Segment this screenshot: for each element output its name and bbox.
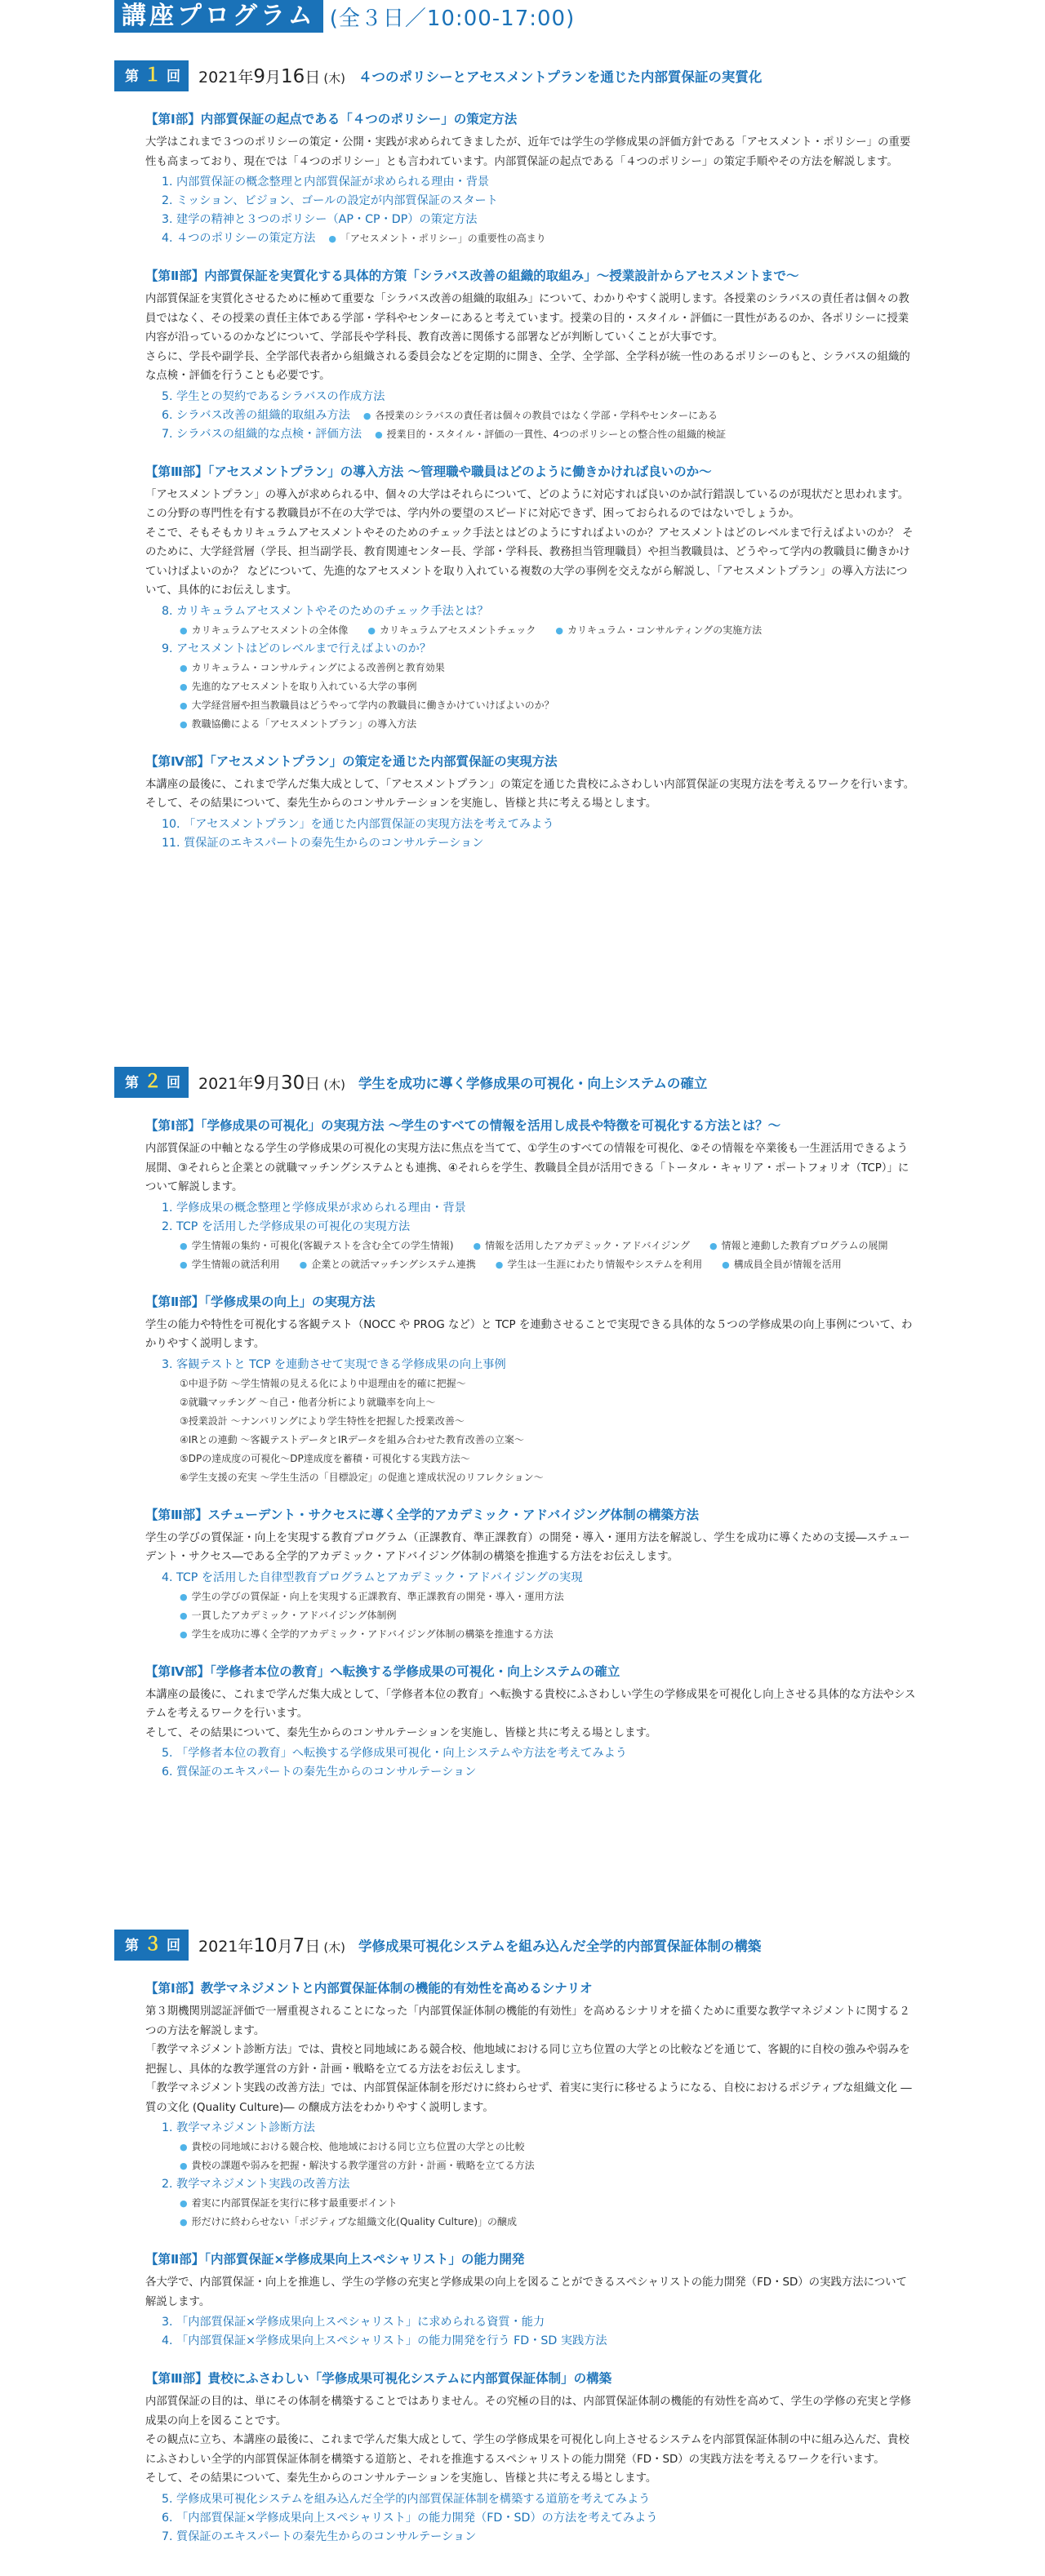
sub-item: [180, 2194, 896, 2213]
sub-item-list: [180, 621, 916, 640]
part-section: [145, 1505, 916, 1644]
program-item-label: 8. カリキュラムアセスメントやそのためのチェック手法とは？: [162, 604, 489, 618]
date-month-unit: 月: [277, 1937, 293, 1956]
bullet-dot-icon: ●: [367, 624, 376, 636]
bullet-dot-icon: ●: [180, 2198, 188, 2209]
date-day-unit: 日: [305, 1937, 321, 1956]
sub-item-text: 情報と連動した教育プログラムの展開: [721, 1239, 888, 1251]
case-example: ③授業設計 ～ナンバリングにより学生特性を把握した授業改善～: [180, 1415, 465, 1427]
program-item: [162, 602, 916, 621]
description-paragraph: 内部質保証の中軸となる学生の学修成果の可視化の実現方法に焦点を当てて、①学生のすべての情報を可視化、②その情報を卒業後も一生涯活用できるよう展開、③それらと企業との就職マッチングシステムとも連携、④それらを学生、教職員全員が活用できる「トータル・キャリア・ポートフォリオ（TCP）」について解説します。: [145, 1143, 909, 1193]
date-year: 2021年: [198, 1937, 254, 1956]
description-paragraph: そこで、そもそもカリキュラムアセスメントやそのためのチェック手法とはどのようにすればよいのか？アセスメントはどのレベルまで行えばよいのか？ そのために、大学経営層（学長、担当副学長、教育関連センター長、学部・学科長、教務担当管理職員）や担当教職員は、どうやって学内の教職員に働きかけていけばよいのか？ などについて、先進的なアセスメントを取り入れている複数の大学の事例を交えながら解説し、「アセスメントプラン」の導入方法について、具体的にお伝えします。: [145, 526, 914, 597]
program-item: [162, 2119, 916, 2138]
sub-item-text: 大学経営層や担当教職員はどうやって学内の教職員に働きかけていけばよいのか？: [191, 699, 554, 711]
bullet-dot-icon: ●: [180, 1628, 188, 1640]
sub-item-list: [180, 2138, 916, 2175]
session-header: [114, 60, 931, 91]
sub-item-text: 一貫したアカデミック・アドバイジング体制例: [191, 1609, 397, 1621]
part-section: [145, 1979, 916, 2232]
part-description: [145, 2392, 916, 2489]
program-subtitle: (全３日／10:00-17:00): [329, 6, 576, 31]
sub-item-text: 貴校の課題や弱みを把握・解決する教学運営の方針・計画・戦略を立てる方法: [191, 2160, 535, 2171]
program-item: [162, 1199, 916, 1218]
description-paragraph: 各大学で、内部質保証・向上を推進し、学生の学修の充実と学修成果の向上を図ることができるスペシャリストの能力開発（FD・SD）の実践方法について解説します。: [145, 2276, 907, 2308]
bullet-dot-icon: ●: [495, 1259, 504, 1270]
program-item: [162, 834, 916, 853]
session-header: [114, 1067, 931, 1098]
part-description: [145, 1139, 916, 1197]
sub-item-text: 学生を成功に導く全学的アカデミック・アドバイジング体制の構築を推進する方法: [191, 1628, 554, 1640]
sub-item-text: 企業との就活マッチングシステム連携: [311, 1258, 476, 1270]
bullet-dot-icon: ●: [375, 429, 383, 440]
part-description: [145, 486, 916, 601]
bullet-dot-icon: ●: [328, 233, 336, 244]
bullet-dot-icon: ●: [180, 1240, 188, 1251]
program-item: [162, 1218, 916, 1237]
session-title: 学修成果可視化システムを組み込んだ全学的内部質保証体制の構築: [358, 1939, 762, 1954]
item-list: [162, 173, 916, 248]
sub-item: [180, 1588, 896, 1606]
program-item-label: 11. 質保証のエキスパートの秦先生からのコンサルテーション: [162, 836, 484, 850]
sub-item-list: [180, 2194, 916, 2232]
badge-number: ３: [144, 1934, 162, 1955]
date-day: 30: [281, 1072, 305, 1094]
badge-prefix: 第: [125, 69, 139, 85]
program-item: [162, 192, 916, 211]
part-heading: 【第Ⅰ部】教学マネジメントと内部質保証体制の機能的有効性を高めるシナリオ: [145, 1981, 593, 1996]
date-month: 9: [253, 1072, 266, 1094]
sub-item-text: 形だけに終わらせない「ポジティブな組織文化(Quality Culture)」の醸成: [191, 2216, 518, 2227]
bullet-dot-icon: ●: [362, 410, 371, 421]
badge-suffix: 回: [167, 1075, 181, 1091]
part-description: [145, 1529, 916, 1567]
sub-item-text: カリキュラムアセスメントチェック: [379, 624, 536, 636]
program-item-label: 2. ミッション、ビジョン、ゴールの設定が内部質保証のスタート: [162, 194, 498, 207]
sub-item-text: 学生情報の集約・可視化(客観テストを含む全ての学生情報): [191, 1239, 454, 1251]
item-list: [162, 2313, 916, 2351]
session-title: 学生を成功に導く学修成果の可視化・向上システムの確立: [358, 1076, 708, 1091]
date-day-unit: 日: [305, 68, 321, 87]
date-year: 2021年: [198, 68, 254, 87]
inline-note-text: 各授業のシラバスの責任者は個々の教員ではなく学部・学科やセンターにある: [375, 409, 718, 421]
program-item: [162, 229, 916, 248]
part-section: [145, 109, 916, 248]
session-2: [114, 1067, 931, 1782]
session-date: [198, 1934, 345, 1956]
sub-item: [180, 2156, 896, 2175]
part-description: [145, 290, 916, 386]
badge-number: ２: [144, 1072, 162, 1092]
bullet-dot-icon: ●: [709, 1240, 718, 1251]
session-badge: [117, 60, 189, 91]
sub-item-text: 先進的なアセスメントを取り入れている大学の事例: [191, 680, 417, 692]
description-paragraph: 「教学マネジメント実践の改善方法」では、内部質保証体制を形だけに終わらせず、着実に実行に移せるようになる、自校におけるポジティブな組織文化 ―質の文化 (Quality Culture)― の醸成方法をわかりやすく説明します。: [145, 2082, 912, 2114]
description-paragraph: 本講座の最後に、これまで学んだ集大成として、「アセスメントプラン」の策定を通じた貴校にふさわしい内部質保証の実現方法を考えるワークを行います。そして、その結果について、秦先生からのコンサルテーションを実施し、皆様と共に考える場とします。: [145, 778, 915, 810]
program-item: [162, 425, 916, 444]
part-section: [145, 2250, 916, 2351]
part-section: [145, 2369, 916, 2547]
program-item: [162, 2332, 916, 2351]
part-heading: 【第Ⅱ部】「内部質保証×学修成果向上スペシャリスト」の能力開発: [145, 2252, 525, 2267]
program-item-label: 3. 客観テストと TCP を連動させて実現できる学修成果の向上事例: [162, 1357, 506, 1371]
sub-item-text: カリキュラム・コンサルティングによる改善例と教育効果: [191, 661, 445, 673]
program-item: [162, 406, 916, 425]
sub-item-text: カリキュラムアセスメントの全体像: [191, 624, 349, 636]
sub-item: [180, 659, 896, 677]
program-title: 講座プログラム: [114, 0, 323, 33]
bullet-dot-icon: ●: [722, 1259, 730, 1270]
case-example: ①中退予防 ～学生情報の見える化により中退理由を的確に把握～: [180, 1377, 466, 1389]
description-paragraph: さらに、学長や副学長、全学部代表者から組織される委員会などを定期的に開き、全学、全学部、全学科が統一性のあるポリシーのもと、シラバスの組織的な点検・評価を行うことも必要です。: [145, 350, 910, 382]
bullet-dot-icon: ●: [180, 624, 188, 636]
description-paragraph: 内部質保証の目的は、単にその体制を構築することではありません。その究極の目的は、内部質保証体制の機能的有効性を高めて、学生の学修の充実と学修成果の向上を図ることです。: [145, 2396, 911, 2427]
bullet-dot-icon: ●: [180, 2217, 188, 2227]
part-section: [145, 462, 916, 734]
part-heading: 【第Ⅳ部】「学修者本位の教育」へ転換する学修成果の可視化・向上システムの確立: [145, 1663, 620, 1679]
date-weekday: (木): [323, 1077, 346, 1092]
part-section: [145, 752, 916, 853]
date-month: 10: [253, 1934, 278, 1956]
part-heading: 【第Ⅱ部】内部質保証を実質化する具体的方策「シラバス改善の組織的取組み」～授業設計からアセスメントまで～: [145, 269, 799, 283]
part-section: [145, 266, 916, 444]
item-list: [162, 2119, 916, 2232]
date-month-unit: 月: [265, 1074, 282, 1093]
description-paragraph: そして、その結果について、秦先生からのコンサルテーションを実施し、皆様と共に考える場とします。: [145, 2472, 657, 2485]
sub-item: [180, 2138, 896, 2156]
sub-item: [709, 1237, 888, 1255]
bullet-dot-icon: ●: [180, 718, 188, 730]
bullet-dot-icon: ●: [180, 2142, 188, 2152]
date-day: 7: [292, 1934, 305, 1956]
part-heading: 【第Ⅱ部】「学修成果の向上」の実現方法: [145, 1294, 376, 1309]
case-example: ⑥学生支援の充実 ～学生生活の「目標設定」の促進と達成状況のリフレクション～: [180, 1471, 544, 1483]
program-item: [162, 815, 916, 834]
part-heading: 【第Ⅲ部】スチューデント・サクセスに導く全学的アカデミック・アドバイジング体制の構築方法: [145, 1507, 699, 1522]
sub-item-list: [180, 1237, 916, 1274]
program-item-label: 1. 教学マネジメント診断方法: [162, 2121, 315, 2134]
page-header: [114, 0, 575, 33]
program-item: [162, 2509, 916, 2528]
date-weekday: (木): [323, 70, 346, 86]
sub-item: [180, 677, 896, 696]
part-description: [145, 1686, 916, 1743]
sub-item: [722, 1255, 842, 1274]
program-item: [162, 2175, 916, 2194]
badge-prefix: 第: [125, 1938, 139, 1954]
bullet-dot-icon: ●: [180, 2161, 188, 2171]
sub-item-list: [180, 1588, 916, 1644]
program-item-label: 1. 内部質保証の概念整理と内部質保証が求められる理由・背景: [162, 175, 490, 189]
description-paragraph: 「アセスメントプラン」の導入が求められる中、個々の大学はそれらについて、どのように対応すれば良いのか試行錯誤しているのが現状だと思われます。この分野の専門性を有する教職員が不在の大学では、学内外の要望のスピードに対応できず、困っておられるのではないでしょうか。: [145, 488, 909, 520]
sub-item: [180, 1625, 896, 1644]
part-heading: 【第Ⅰ部】「学修成果の可視化」の実現方法 ～学生のすべての情報を活用し成長や特徴を可視化する方法とは？～: [145, 1118, 781, 1133]
description-paragraph: 大学はこれまで３つのポリシーの策定・公開・実践が求められてきましたが、近年では学生の学修成果の評価方針である「アセスメント・ポリシー」の重要性も高まっており、現在では「４つのポリシー」とも言われています。内部質保証の起点である「４つのポリシー」の策定手順やその方法を解説します。: [145, 136, 911, 168]
badge-number: １: [144, 65, 162, 86]
program-item: [162, 1744, 916, 1763]
sub-item-list: [180, 659, 916, 734]
program-item-label: 6. シラバス改善の組織的取組み方法: [162, 408, 350, 422]
program-item: [162, 640, 916, 659]
description-paragraph: 学生の学びの質保証・向上を実現する教育プログラム（正課教育、準正課教育）の開発・導入・運用方法を解説し、学生を成功に導くための支援―スチューデント・サクセス―である全学的アカデミック・アドバイジング体制の構築を推進する方法をお伝えします。: [145, 1531, 910, 1563]
part-heading: 【第Ⅰ部】内部質保証の起点である「４つのポリシー」の策定方法: [145, 112, 518, 127]
inline-note: [363, 410, 718, 421]
date-day: 16: [281, 65, 305, 87]
bullet-dot-icon: ●: [299, 1259, 308, 1270]
sub-item: [180, 1237, 454, 1255]
program-item: [162, 1356, 916, 1375]
program-item-label: 2. 教学マネジメント実践の改善方法: [162, 2178, 350, 2191]
program-item-label: 3. 建学の精神と３つのポリシー（AP・CP・DP）の策定方法: [162, 213, 478, 226]
program-item-label: 2. TCP を活用した学修成果の可視化の実現方法: [162, 1219, 411, 1233]
program-item-label: 5. 学生との契約であるシラバスの作成方法: [162, 389, 385, 403]
description-paragraph: その観点に立ち、本講座の最後に、これまで学んだ集大成として、学生の学修成果を可視化し向上させるシステムを内部質保証体制の中に組み込んだ、貴校にふさわしい全学的内部質保証体制を構築する道筋と、それを推進するスペシャリストの能力開発（FD・SD）の実践方法を考えるワークを行います。: [145, 2434, 909, 2466]
program-item-label: 7. シラバスの組織的な点検・評価方法: [162, 427, 362, 441]
bullet-dot-icon: ●: [180, 700, 188, 711]
bullet-dot-icon: ●: [180, 681, 188, 692]
description-paragraph: 「教学マネジメント診断方法」では、貴校と同地域にある競合校、他地域における同じ立ち位置の大学との比較などを通じて、客観的に自校の強みや弱みを把握し、具体的な教学運営の方針・計画・戦略を立てる方法をお伝えします。: [145, 2044, 910, 2076]
program-item-label: 6. 「内部質保証×学修成果向上スペシャリスト」の能力開発（FD・SD）の方法を考えてみよう: [162, 2511, 658, 2525]
program-item: [162, 2490, 916, 2509]
description-paragraph: 本講座の最後に、これまで学んだ集大成として、「学修者本位の教育」へ転換する貴校にふさわしい学生の学修成果を可視化し向上させる具体的な方法やシステムを考えるワークを行います。: [145, 1688, 916, 1720]
sub-item-text: 情報を活用したアカデミック・アドバイジング: [485, 1239, 690, 1251]
description-paragraph: そして、その結果について、秦先生からのコンサルテーションを実施し、皆様と共に考える場とします。: [145, 1726, 657, 1739]
sub-item: [180, 715, 896, 734]
program-item-label: 4. TCP を活用した自律型教育プログラムとアカデミック・アドバイジングの実現: [162, 1570, 583, 1584]
inline-note-text: 授業目的・スタイル・評価の一貫性、4つのポリシーとの整合性の組織的検証: [386, 428, 727, 440]
session-header: [114, 1930, 931, 1961]
sub-item: [474, 1237, 690, 1255]
program-item-label: 10. 「アセスメントプラン」を通じた内部質保証の実現方法を考えてみよう: [162, 817, 554, 831]
session-badge: [117, 1930, 189, 1961]
bullet-dot-icon: ●: [180, 1610, 188, 1621]
program-item: [162, 1763, 916, 1782]
sub-item: [367, 621, 536, 640]
badge-suffix: 回: [167, 69, 181, 85]
sub-item-text: 学生は一生涯にわたり情報やシステムを利用: [507, 1258, 703, 1270]
item-list: [162, 1356, 916, 1487]
sub-item-text: 教職協働による「アセスメントプラン」の導入方法: [191, 717, 417, 730]
sub-item: [180, 1255, 280, 1274]
item-list: [162, 815, 916, 853]
part-heading: 【第Ⅲ部】貴校にふさわしい「学修成果可視化システムに内部質保証体制」の構築: [145, 2371, 612, 2386]
item-list: [162, 1744, 916, 1782]
bullet-dot-icon: ●: [473, 1240, 482, 1251]
bullet-dot-icon: ●: [180, 662, 188, 673]
item-list: [162, 388, 916, 444]
sub-item: [496, 1255, 702, 1274]
program-item-label: 9. アセスメントはどのレベルまで行えばよいのか？: [162, 642, 432, 655]
program-item: [162, 1569, 916, 1588]
sub-item-text: 学生の学びの質保証・向上を実現する正課教育、準正課教育の開発・導入・運用方法: [191, 1590, 564, 1602]
badge-prefix: 第: [125, 1075, 139, 1091]
date-day-unit: 日: [305, 1074, 321, 1093]
program-item-label: 3. 「内部質保証×学修成果向上スペシャリスト」に求められる資質・能力: [162, 2316, 545, 2329]
inline-note-text: 「アセスメント・ポリシー」の重要性の高まり: [340, 233, 546, 244]
badge-suffix: 回: [167, 1938, 181, 1954]
sub-item: [555, 621, 762, 640]
program-item: [162, 173, 916, 192]
description-paragraph: 内部質保証を実質化させるために極めて重要な「シラバス改善の組織的取組み」について、わかりやすく説明します。各授業のシラバスの責任者は個々の教員ではなく、その授業の責任主体である学部・学科やセンターにあると考えています。授業の目的・スタイル・評価に一貫性があるのか、各ポリシーに授業内容が沿っているのかなどについて、学部長や学科長、教育改善に関係する部署などが判断していくことが大事です。: [145, 293, 909, 344]
date-month-unit: 月: [265, 68, 282, 87]
case-example: ②就職マッチング ～自己・他者分析により就職率を向上～: [180, 1396, 436, 1408]
program-item: [162, 388, 916, 406]
program-item-label: 1. 学修成果の概念整理と学修成果が求められる理由・背景: [162, 1201, 466, 1215]
program-item: [162, 2528, 916, 2547]
program-item-label: 5. 学修成果可視化システムを組み込んだ全学的内部質保証体制を構築する道筋を考えてみよう: [162, 2492, 651, 2506]
program-item-label: 5. 「学修者本位の教育」へ転換する学修成果可視化・向上システムや方法を考えてみよう: [162, 1747, 627, 1760]
item-list: [162, 1569, 916, 1644]
program-item-label: 4. 「内部質保証×学修成果向上スペシャリスト」の能力開発を行う FD・SD 実践方法: [162, 2334, 607, 2347]
sub-item: [180, 1606, 896, 1625]
part-description: [145, 1316, 916, 1354]
part-description: [145, 2002, 916, 2117]
session-1: [114, 60, 931, 853]
session-3: [114, 1930, 931, 2547]
part-heading: 【第Ⅲ部】「アセスメントプラン」の導入方法 ～管理職や職員はどのように働きかければ良いのか～: [145, 464, 712, 479]
part-description: [145, 775, 916, 814]
bullet-dot-icon: ●: [555, 624, 563, 636]
program-item-label: 7. 質保証のエキスパートの秦先生からのコンサルテーション: [162, 2529, 477, 2543]
case-example: ⑤DPの達成度の可視化～DP達成度を蓄積・可視化する実践方法～: [180, 1452, 470, 1464]
session-date: [198, 1072, 345, 1094]
part-description: [145, 2273, 916, 2312]
part-heading: 【第Ⅳ部】「アセスメントプラン」の策定を通じた内部質保証の実現方法: [145, 753, 558, 769]
sub-item-text: 構成員全員が情報を活用: [733, 1258, 842, 1270]
sub-item-text: カリキュラム・コンサルティングの実施方法: [567, 624, 763, 636]
date-year: 2021年: [198, 1074, 254, 1093]
item-list: [162, 1199, 916, 1274]
case-example: ④IRとの連動 ～客観テストデータとIRデータを組み合わせた教育改善の立案～: [180, 1433, 524, 1446]
session-title: ４つのポリシーとアセスメントプランを通じた内部質保証の実質化: [358, 69, 763, 85]
part-section: [145, 1662, 916, 1783]
part-description: [145, 133, 916, 171]
sub-item: [180, 2213, 896, 2232]
date-month: 9: [253, 65, 266, 87]
description-paragraph: 学生の能力や特性を可視化する客観テスト（NOCC や PROG など）と TCP を連動させることで実現できる具体的な５つの学修成果の向上事例について、わかりやすく説明します。: [145, 1318, 913, 1350]
part-section: [145, 1292, 916, 1487]
sub-item: [180, 621, 348, 640]
program-item-label: 6. 質保証のエキスパートの秦先生からのコンサルテーション: [162, 1765, 477, 1779]
program-item-label: 4. ４つのポリシーの策定方法: [162, 232, 316, 245]
program-item: [162, 211, 916, 229]
program-item: [162, 2313, 916, 2332]
item-list: [162, 2490, 916, 2547]
session-badge: [117, 1067, 189, 1098]
sub-item-text: 着実に内部質保証を実行に移す最重要ポイント: [191, 2197, 398, 2209]
inline-note: [375, 429, 726, 440]
part-section: [145, 1116, 916, 1274]
description-paragraph: 第３期機関別認証評価で一層重視されることになった「内部質保証体制の機能的有効性」を高めるシナリオを描くために重要な教学マネジメントに関する２つの方法を解説します。: [145, 2005, 910, 2037]
inline-note: [328, 233, 546, 244]
bullet-dot-icon: ●: [180, 1591, 188, 1602]
sub-item-text: 学生情報の就活利用: [191, 1258, 280, 1270]
bullet-dot-icon: ●: [180, 1259, 188, 1270]
item-list: [162, 602, 916, 734]
sub-item: [180, 696, 896, 715]
sub-item-text: 貴校の同地域における競合校、他地域における同じ立ち位置の大学との比較: [191, 2141, 525, 2152]
session-date: [198, 65, 345, 87]
sub-item: [300, 1255, 476, 1274]
date-weekday: (木): [323, 1939, 346, 1955]
